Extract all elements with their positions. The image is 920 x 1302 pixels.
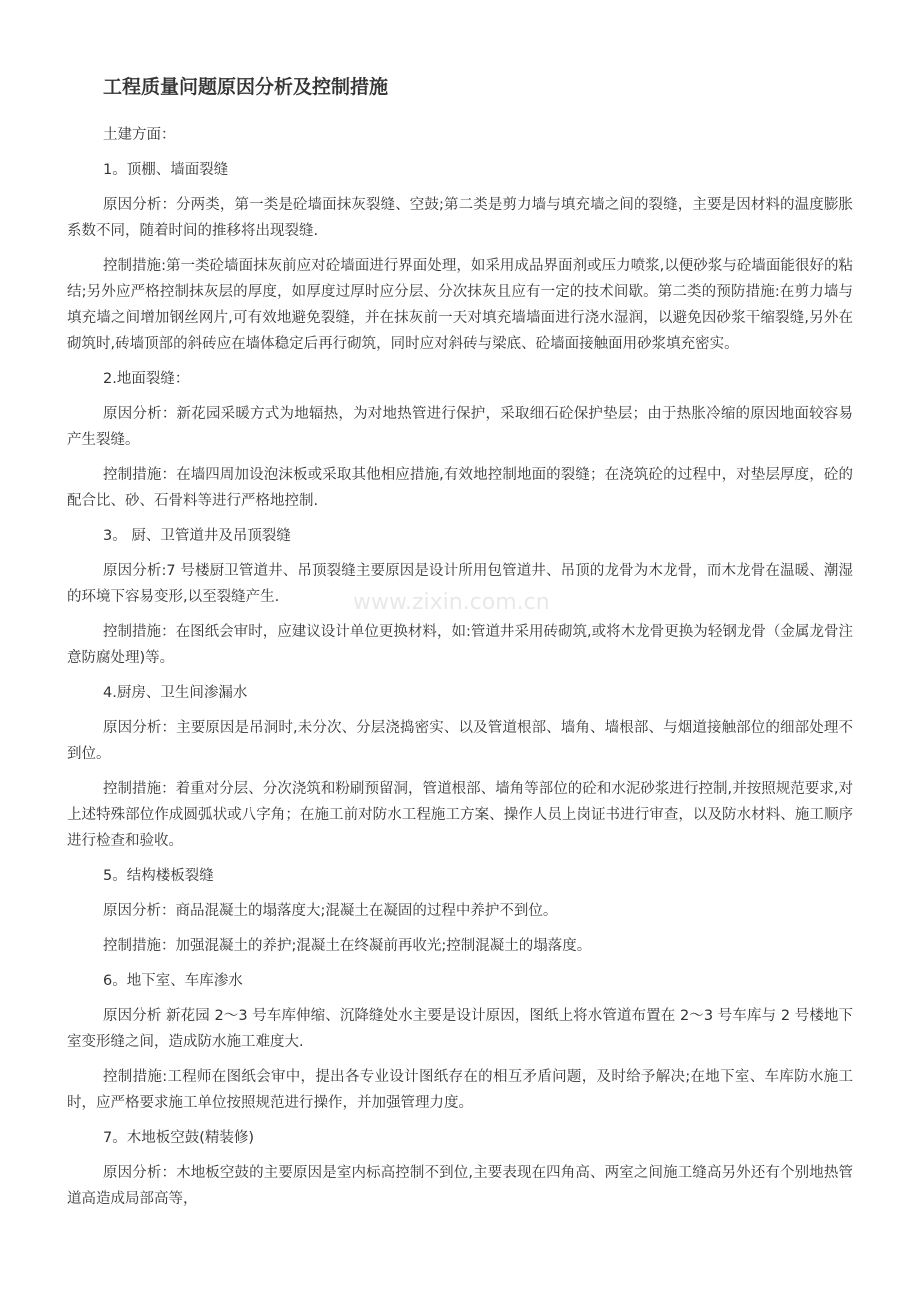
paragraph: 控制措施：在墙四周加设泡沫板或采取其他相应措施,有效地控制地面的裂缝；在浇筑砼的过程中，对垫层厚度，砼的配合比、砂、石骨料等进行严格地控制. <box>67 467 853 509</box>
paragraph: 控制措施：加强混凝土的养护;混凝土在终凝前再收光;控制混凝土的塌落度。 <box>103 938 592 954</box>
paragraph: 6。地下室、车库渗水 <box>103 973 243 989</box>
paragraph: 原因分析:7 号楼厨卫管道井、吊顶裂缝主要原因是设计所用包管道井、吊顶的龙骨为木龙骨，而木龙骨在温暖、潮湿的环境下容易变形,以至裂缝产生. <box>67 563 853 605</box>
paragraph: 原因分析：木地板空鼓的主要原因是室内标高控制不到位,主要表现在四角高、两室之间施工缝高另外还有个别地热管道高造成局部高等， <box>67 1165 853 1207</box>
document-page <box>67 72 853 1221</box>
paragraph: 3。 厨、卫管道井及吊顶裂缝 <box>103 528 291 544</box>
paragraph: 控制措施：在图纸会审时，应建议设计单位更换材料，如:管道井采用砖砌筑,或将木龙骨更换为轻钢龙骨（金属龙骨注意防腐处理)等。 <box>67 624 853 666</box>
paragraph: 原因分析：主要原因是吊洞时,未分次、分层浇捣密实、以及管道根部、墙角、墙根部、与烟道接触部位的细部处理不到位。 <box>67 720 853 762</box>
paragraph: 原因分析 新花园 2～3 号车库伸缩、沉降缝处水主要是设计原因，图纸上将水管道布置在 2～3 号车库与 2 号楼地下室变形缝之间，造成防水施工难度大. <box>67 1008 853 1050</box>
paragraph: 4.厨房、卫生间渗漏水 <box>103 685 248 701</box>
paragraph: 原因分析：新花园采暖方式为地辐热，为对地热管进行保护，采取细石砼保护垫层；由于热胀冷缩的原因地面较容易产生裂缝。 <box>67 406 853 448</box>
paragraph: 5。结构楼板裂缝 <box>103 868 214 884</box>
paragraph: 控制措施：着重对分层、分次浇筑和粉刷预留洞，管道根部、墙角等部位的砼和水泥砂浆进行控制,并按照规范要求,对上述特殊部位作成圆弧状或八字角；在施工前对防水工程施工方案、操作人员上岗证书进行审查，以及防水材料、施工顺序进行检查和验收。 <box>67 781 853 849</box>
paragraph: 原因分析：商品混凝土的塌落度大;混凝土在凝固的过程中养护不到位。 <box>103 903 558 919</box>
paragraph: 7。木地板空鼓(精装修) <box>103 1130 255 1146</box>
paragraph: 1。顶棚、墙面裂缝 <box>103 162 229 178</box>
paragraph: 土建方面： <box>103 127 176 143</box>
paragraph: 2.地面裂缝： <box>103 371 190 387</box>
document-title: 工程质量问题原因分析及控制措施 <box>103 76 389 98</box>
document-body <box>67 122 853 1212</box>
paragraph: 控制措施:第一类砼墙面抹灰前应对砼墙面进行界面处理，如采用成品界面剂或压力喷浆,以便砂浆与砼墙面能很好的粘结;另外应严格控制抹灰层的厚度，如厚度过厚时应分层、分次抹灰且应有一定的技术间歇。第二类的预防措施:在剪力墙与填充墙之间增加钢丝网片,可有效地避免裂缝，并在抹灰前一天对填充墙墙面进行浇水湿润，以避免因砂浆干缩裂缝,另外在砌筑时,砖墙顶部的斜砖应在墙体稳定后再行砌筑，同时应对斜砖与梁底、砼墙面接触面用砂浆填充密实。 <box>67 258 854 352</box>
watermark: www.zixin.com.cn <box>353 590 550 615</box>
paragraph: 控制措施:工程师在图纸会审中，提出各专业设计图纸存在的相互矛盾问题，及时给予解决;在地下室、车库防水施工时，应严格要求施工单位按照规范进行操作，并加强管理力度。 <box>67 1069 853 1111</box>
paragraph: 原因分析：分两类，第一类是砼墙面抹灰裂缝、空鼓;第二类是剪力墙与填充墙之间的裂缝，主要是因材料的温度膨胀系数不同，随着时间的推移将出现裂缝. <box>67 197 853 239</box>
